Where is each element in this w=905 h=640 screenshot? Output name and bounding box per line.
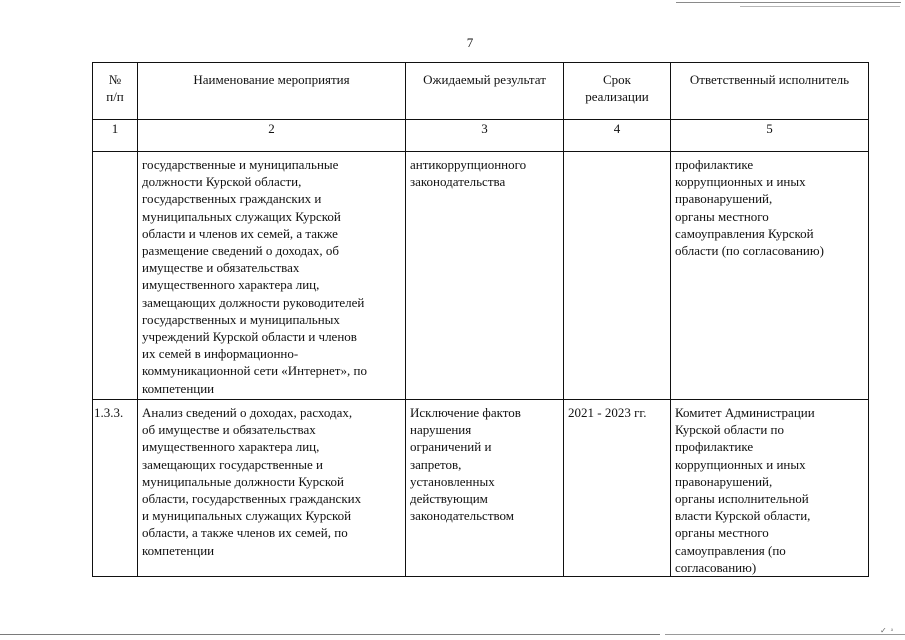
row-executor-cell: профилактике коррупционных и иных правонарушений, органы местного самоуправления Курской области (по согласованию)	[671, 152, 869, 400]
row-term-cell: 2021 - 2023 гг.	[564, 400, 671, 577]
bottom-scan-line	[0, 634, 660, 635]
row-result-cell: Исключение фактов нарушения ограничений и запретов, установленных действующим законодательством	[406, 400, 564, 577]
row-number-cell: 1.3.3.	[93, 400, 138, 577]
measures-table	[92, 62, 869, 577]
header-cell-result: Ожидаемый результат	[406, 63, 564, 120]
table-row	[93, 152, 869, 400]
column-number-cell: 2	[138, 120, 406, 152]
header-cell-executor: Ответственный исполнитель	[671, 63, 869, 120]
row-name-cell: Анализ сведений о доходах, расходах, об имуществе и обязательствах имущественного характера лиц, замещающих государственные и муниципальные должности Курской области, государственных гражданских и муниципальных служащих Курской области, а также членов их семей, по компетенции	[138, 400, 406, 577]
header-cell-term: Срок реализации	[564, 63, 671, 120]
header-cell-number: № п/п	[93, 63, 138, 120]
table-header-row	[93, 63, 869, 120]
row-name-cell: государственные и муниципальные должности Курской области, государственных гражданских и муниципальных служащих Курской области и членов их семей, а также размещение сведений о доходах, об имуществе и обязательствах имущественного характера лиц, замещающих должности руководителей государственных и муниципальных учреждений Курской области и членов их семей в информационно- коммуникационной сети «Интернет», по компетенции	[138, 152, 406, 400]
page-number: 7	[466, 35, 474, 50]
column-number-cell: 1	[93, 120, 138, 152]
top-scan-line	[676, 2, 901, 3]
top-scan-line-short	[740, 6, 900, 7]
column-number-cell: 5	[671, 120, 869, 152]
column-number-cell: 4	[564, 120, 671, 152]
column-number-row	[93, 120, 869, 152]
row-term-cell	[564, 152, 671, 400]
table-row	[93, 400, 869, 577]
scan-corner-mark: ✓ ᵃ	[880, 626, 894, 635]
column-number-cell: 3	[406, 120, 564, 152]
row-result-cell: антикоррупционного законодательства	[406, 152, 564, 400]
header-cell-name: Наименование мероприятия	[138, 63, 406, 120]
row-number-cell	[93, 152, 138, 400]
bottom-scan-line-right	[665, 634, 905, 635]
row-executor-cell: Комитет Администрации Курской области по профилактике коррупционных и иных правонарушений, органы исполнительной власти Курской области, органы местного самоуправления (по согласованию)	[671, 400, 869, 577]
